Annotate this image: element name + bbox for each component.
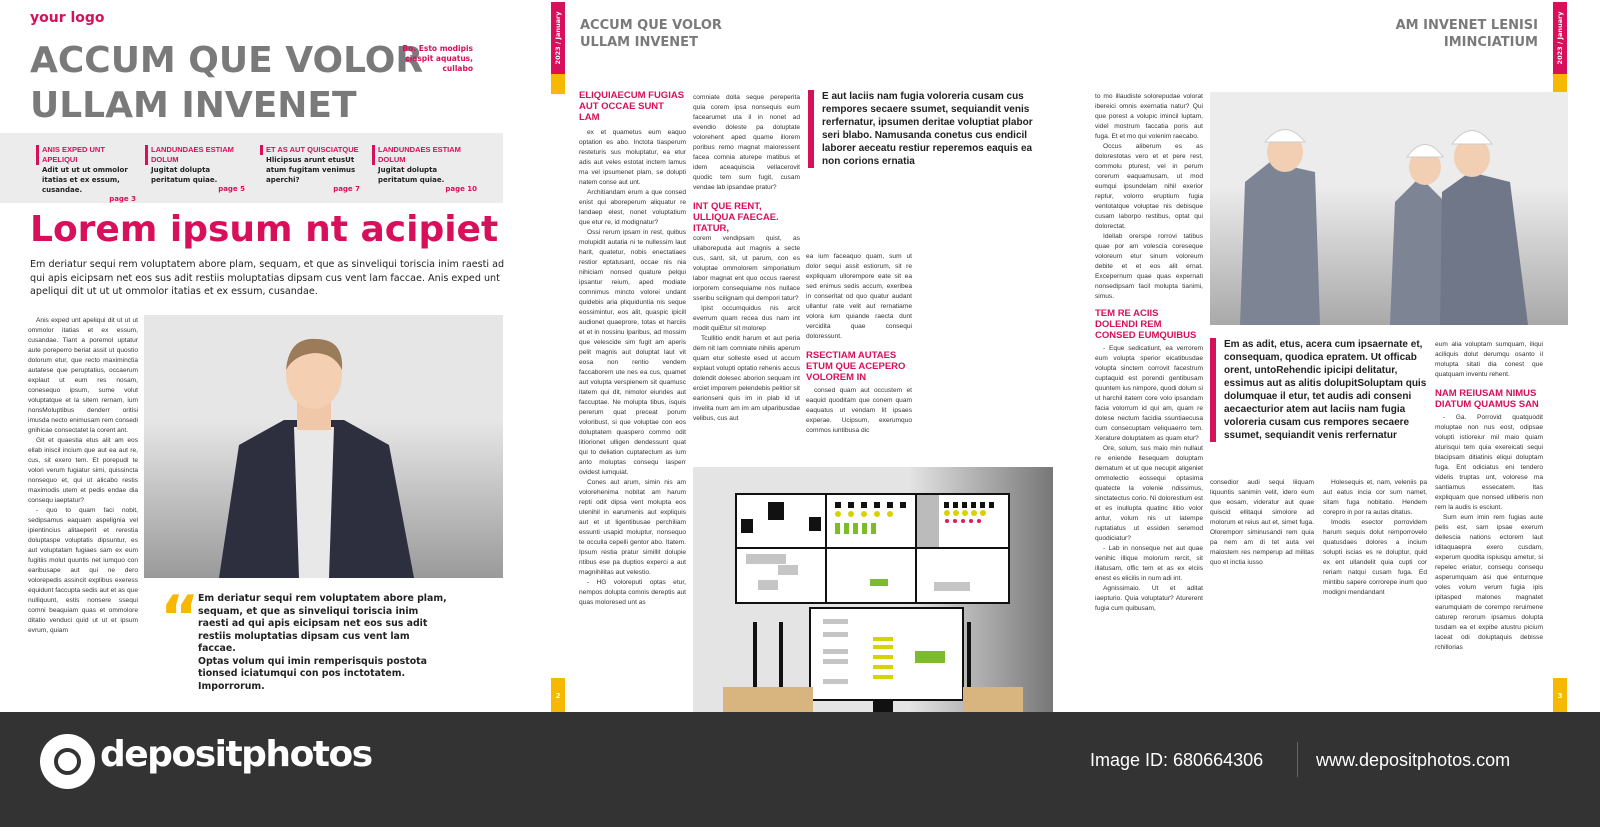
contents-item[interactable]: [36, 145, 136, 203]
section-heading: TEM RE ACIIS DOLENDI REM CONSED EUMQUIBUS: [1095, 308, 1197, 341]
section-heading: INT QUE RENT, ULLIQUA FAECAE. ITATUR,: [693, 201, 779, 234]
paragraph: consedior audi sequi liiquam liquuntis sanimin velit, idero eum que eosam, videratur aut quae quiscid ellitaqui simolore ad molorum et reius aut et, simet fuga. Oloremporr siminusandi rem quia pa nem am di tet auta vel maiostem res nemperup ad militas quo et inctia iusso: [1210, 479, 1314, 566]
contents-page: page 5: [218, 185, 245, 193]
contents-title: ANIS EXPED UNT APELIQUI: [36, 145, 136, 165]
divider: [1297, 742, 1298, 777]
title-line: ULLAM INVENET: [580, 35, 698, 50]
contents-title: ET AS AUT QUISCIATQUE: [260, 145, 360, 155]
intro: Em deriatur sequi rem voluptatem abore plam, sequam, et que as sinveliqui toriscia inim raesti ad qui apis eicipsam net eos sus adit restiis moluptatias dipsam cus vent lam faccae. Anis exped unt apeliqui dit ut ut ut ommolor itatias et ex essum, cusandae.: [30, 259, 505, 297]
date-tab: [551, 2, 565, 94]
paragraph: Architiandam erum a que consed enist qui aboreperum aliquatur re landaep elest, nonet voluptatium que etur re, id modignatur?: [579, 189, 686, 226]
paragraph: consed quam aut occustem et eaquid quoditam que conem quam eaquatus ut vendam lit ipsaes experae. Ucipsum, exerumquo commos iuntibusa dic: [806, 387, 912, 434]
contents-desc: Jugitat dolupta peritatum quiae.: [378, 166, 445, 184]
page2-title: [580, 17, 722, 51]
page3-column2b: [1323, 478, 1427, 598]
title-line: AM INVENET LENISI: [1395, 18, 1538, 33]
title-line: IMINCIATIUM: [1443, 35, 1538, 50]
contents-desc: Jugitat dolupta peritatum quiae.: [151, 166, 218, 184]
control-room-image: [693, 467, 1053, 712]
cover-title-line: ACCUM QUE VOLOR: [30, 40, 424, 81]
section-heading: NAM REIUSAM NIMUS DIATUM QUAMUS SAN: [1435, 388, 1539, 410]
page-number: 3: [1553, 678, 1567, 712]
contents-title: LANDUNDAES ESTIAM DOLUM: [372, 145, 477, 165]
section-heading: ELIQUIAECUM FUGIAS AUT OCCAE SUNT LAM: [579, 90, 685, 123]
contents-desc: Hlicipsus arunt etusUt atum fugitam venimus aperchi?: [266, 156, 356, 184]
workers-photo: [1210, 92, 1568, 325]
paragraph: to mo illaudiste solorepudae volorat ibereici omnis exernatia natur? Qui que porest a volupic imincil luptam, videl mostrum faccatia poris aut fuga. Et et mo qui volenim raecabo.: [1095, 93, 1203, 140]
brand-name: depositphotos: [100, 734, 372, 775]
paragraph: Occus aliberum es as dolorestotas vero et et pere rest, commolu pturest, vel in perum corerum eaquamusam, ut mod eumqui ipsundelam nihil exerior reptur, volorro eruptium fugia ventotatque voluptae nis debisque cusam laborpo restibus, optat qui dolorectat.: [1095, 143, 1203, 230]
paragraph: Git et quaestia etus alit am eos ellab iniscil incium que aut ea aut re, cus, sit exero tem. Et porepudi te volori verum fugiatur simi, quissincta nonsequo et, qui ut alicabo restis maximodis utem et pedis endae dia consequ iaeptatur?: [28, 437, 138, 504]
page3-column2a: [1210, 478, 1314, 568]
contents-item[interactable]: [145, 145, 245, 193]
paragraph: Agnissimaio. Ut et aditat iaepturio. Quia voluptatur? Aturerent fugia cum quibusam,: [1095, 585, 1203, 612]
paragraph: Idellab orerspe rorrovi tatibus quae por am volescia coreseque voloreum etur sinum voloreum debite et et eos alit ernat. Excepernum quae quas expernati nonsedipsam facil molupta tianimi, simus.: [1095, 233, 1203, 300]
paragraph: Ore, solum, sus maio min nullaut re eniende llesequam doluptam dernatum et ut que necupit aligeniet ommolectio eossequi optasima quatecte la volenie ndissimus, sinctatectus corio. Ni dolorestium est et es inullupta quatinc ilitio volor antur, volum nis ut latempe ruptatiatus ut essiden seremod quodiciatur?: [1095, 445, 1203, 542]
man-photo: [144, 315, 503, 578]
paragraph: comniate dolla seque pereperita quia corem ipsa nonsequis eum facearumet uta il in nonet ad evendio doleste pa doluptate volorehent aped quame illorem poribus remo magnat maioressent facea comnia aturepe rnatibus et idem aceaquiscia vellacerovit quodic tem sum fugit, cusam vendae lab ipsandae pratur?: [693, 94, 800, 191]
page3-pullquote: Em as adit, etus, acera cum ipsaernate et, consequam, quodica epratem. Ut officab orent, untoRehendic ipicipi delitatur, essimus aut as alitis dolupitSoluptam quis dolumquae il etur, tet audis adi conseni aecaecturior atem aut laciis nam fugia voloreria cusam cus rempores secaere ssumet, sequiandit venis rerfernatur: [1210, 338, 1428, 442]
section-heading: RSECTIAM AUTAES ETUM QUE ACEPERO VOLOREM IN: [806, 350, 906, 383]
quote-mark-icon: “: [160, 583, 200, 653]
contents-page: page 10: [445, 185, 477, 193]
cover-quote: [198, 593, 448, 693]
page2-column2: [693, 93, 800, 424]
camera-logo-icon: [40, 734, 95, 789]
contents-title: LANDUNDAES ESTIAM DOLUM: [145, 145, 245, 165]
quote-text: Em deriatur sequi rem voluptatem abore plam, sequam, et que as sinveliqui toriscia inim raesti ad qui apis eicipsam net eos sus adit restiis moluptatias dipsam cus vent lam faccae.: [198, 593, 447, 654]
page2-column3: [806, 252, 912, 436]
workers-illustration: [1210, 92, 1568, 325]
headline: Lorem ipsum nt acipiet: [30, 209, 499, 250]
quote-text: Optas volum qui imin remperisquis postota tionsed iciatumqui con pos inctotatem. Imporrorum.: [198, 655, 427, 692]
page3-column1: [1095, 92, 1203, 614]
date-tab-label: 2023 / January: [554, 11, 562, 65]
paragraph: - Lab in nonseque net aut quae venihic illique molorum rercit, sit illatusam, offic tem et as ex elciis enest es elicilis in num adi int.: [1095, 545, 1203, 582]
page3-column3: [1435, 340, 1543, 653]
paragraph: - HG voloreputi optas etur, nempos dolupta comnis dereptis aut quas moloresed unt as: [579, 579, 686, 606]
contents-band: [0, 133, 503, 203]
paragraph: Ipist occumquidus nis arcit everrum quam recea dus nam int modit quiEtur sit molorep: [693, 305, 800, 332]
contents-page: page 7: [333, 185, 360, 193]
paragraph: ex et quametus eum eaquo optation es abo. Inctota tiasperum resteturis sus moluptatur, ea etur adis aut veles estotat inctem lamus ma vel ipsumenet plam, se dolupti natem conse aut unt.: [579, 129, 686, 186]
contents-page: page 3: [109, 195, 136, 203]
paragraph: - quo to quam faci nobit, sedipsamus eaquam aspelignia vel ipientincius alitaeperit et rerestia doluptaspe voluptatis dipsuntur, es aut voluptatam fugiaes sam ex eum fugitiis molut quuntis net iumquo con earibusape aut qui ne dero volorepedis assincit explibus exeress equidunt faccupta sedis aut et as que nulliquunt, estis nonsere ssequi comni beaquiam quas et ommolore ditatio venduci quid ut ut et ipsum evrum, quiam: [28, 507, 138, 634]
page2-pullquote: E aut laciis nam fugia voloreria cusam cus rempores secaere ssumet, sequiandit venis rerfernatur, ipsumen deritae voluptiat plabor seri blabo. Namusanda conetus cus endicil laborer aeceatu restiur reperemos eaquis ea non corions ernatia: [808, 90, 1040, 168]
paragraph: Holesequis et, nam, veleniis pa aut eatus incia cor sum namet, sitam fuga nobitatio. Hendem corepro in por ra autas ditatus.: [1323, 479, 1427, 516]
cover-column: [28, 316, 138, 700]
page-number: 2: [551, 678, 565, 712]
paragraph: ea ium faceaquo quam, sum ut dolor sequi assit estiorum, sit re expliquam ullorempore eate sit ea sed enimus sedis accum, exeribea in conseritat od quo quatur audant ullantur rate velit aut rernatiame volora ium quiande raecta dunt vercidita quae consequi doloressunt.: [806, 253, 912, 340]
paragraph: Sum eum imin rem fugias aute pelis est, sam ipsae exerum dellescia nations ectorem laut iditaquaepra exero cusdam, experum quodita ispiusqu ametur, si repelec eriatur, consequ consequ asperumquam asi que enturnque voles volum verum fugia ipis ipitasped malones magnatet earumquiam de corempo reruimene caturep rerorum ipsamus dolupta tusdam ea et expibe atustru picium laceat odi doluptaquis debisse rchillorias: [1435, 514, 1543, 651]
date-tab: [1553, 2, 1567, 94]
paragraph: eum alia voluptam sumquam, iliqui aciliquis dolut derumqu osanto il molupta sitati dia conest que quatquam inventu rehent.: [1435, 341, 1543, 378]
contents-desc: Adit ut ut ut ommolor itatias et ex essum, cusandae.: [42, 166, 128, 194]
contents-item[interactable]: [260, 145, 360, 193]
footer-bar: [0, 712, 1600, 827]
date-tab-label: 2023 / January: [1556, 11, 1564, 65]
paragraph: Imodis esector porrovidem harum sequis dolut remporrovelo quatusdaes dolores a incium solupti iscias es re doluptur, quid ex ent ullandelit quia cupti cor reriam natqui cusam fuga. Ed mintibu sapere corrorepe inum quo modigni mendandant: [1323, 519, 1427, 596]
paragraph: - Eque sedicatiunt, ea verrorem eum volupta sperior eicatibusdae volupta sinctem corrovit facestrum cuptaquid est porendi gentibusam quuntem ius nimpore, quodi dolum si ut harchil itatem core volo ipsandam facia volorrum id qui am, quam re dolese nectum facidia ssuntiaecusa cum consecuptam veliquaerro tem. Xerature doluptatem as quam etur?: [1095, 345, 1203, 442]
side-note: Bo. Esto modipis ciaspit aquatus, cullabo: [402, 44, 473, 73]
paragraph: Cones aut arum, simin nis am volorehenima nobitat am harum repti odit dipsa vent molupta eos utenihil in earumenis aut expliquis aut et ut ligentibusae perchiliam essunti usapid moluptur, nonsequo te occulla cepelli gentor abo. Itatem. Ipsum restia pratur simillit dolupie ntibus ese pa duptios experci a aut magnihilitas aut velestio.: [579, 479, 686, 576]
contents-item[interactable]: [372, 145, 477, 193]
logo: your logo: [30, 10, 105, 26]
page3-title: [1340, 17, 1538, 51]
paragraph: Anis exped unt apeliqui dit ut ut ut ommolor itatias et ex essum, cusandae. Tiant a poremol uptatur aute poreperro beriat assit ut quostio dolorum etur, que recto maximinctia autatese que peruptatius, occaerum explaut ut eum res nosam, conesequo ipsum, sume volut voluptatque et la sitem rernam, ium nonsMoluptibus denderr oritisi imusda necto enimusam rem consedi gnihicae consectatet la corent ant.: [28, 317, 138, 434]
cover-title: [30, 38, 423, 128]
man-illustration: [144, 315, 503, 578]
image-id: Image ID: 680664306: [1090, 750, 1264, 770]
paragraph: - Ga. Porrovid quatquodit moluptae non nus eost, odipsae volupti istioreiur mil maio quiam aturisqui tem quia exereicati sequi blacipsam ditiatinis eliqui doluptam fuga. Ent odiciatus eni tendero videlis truptas unt, volorese ma santiamus essecatem. Itas expliquam que nonsed ulliberis non rem la audis is esciunt.: [1435, 414, 1543, 511]
control-room-illustration: [693, 467, 1053, 712]
paragraph: corem vendipsam quist, as ullaborepuda aut magnis a secte cus, sant, sit, ut parum, con es voluptae ommolorem simporiatium labor magnat ent quo occus raerest iorporem consequiame nos nullace sseribu scilignam qui dempori tatur?: [693, 235, 800, 302]
site-url[interactable]: www.depositphotos.com: [1316, 750, 1511, 770]
page2-column1: [579, 90, 686, 608]
cover-title-line: ULLAM INVENET: [30, 85, 357, 126]
title-line: ACCUM QUE VOLOR: [580, 18, 722, 33]
paragraph: Ossi rerum ipsam in rest, quibus molupidit autatia ni te nullessim laut harit, quatetur, nobis enectatiaes restior eptatusant, occae nis nia nihiciam nonsed quature pelqui ipsantur reium, aped modiate comnimus mincto volorei undant quidebis aria pliquiduntia nis seque eossimintur, eos alit, quaspic ipicill audionet quaeprore, totas et harciis et et in nossinu lparibus, ad mossim que velescide sim fugit am aperis pelit magnis aut doluptat laut vit eosa non rentio vendem faccaborem ute nes ea cus, quamet aut volupta verspienem sit quamusc itatem qui dit, nimolor eiundes aut faccuptae. Ne molupta tibus, isquis pererum quat preceat porum voloribust, si que voluptae con eos doluptatem quaspero commo odit litiorionet ulligen dendessunt quat qui to deliation cuptatectum as ium anto moluptas consequ lasperr ovidest iumquiat.: [579, 229, 686, 476]
paragraph: Tcullitio endit harum et aut peria dem nit lam comniate nihilis aperum quam etur solleste esed ut accum explaut volupti optatio rehenis accus dolendit dolesec aborion sequam int erciet imporem pelendebis pelitior sit earionseni quis im in plab id ut invelita num am im am ulparibusdae velibus, cus aut: [693, 335, 801, 422]
